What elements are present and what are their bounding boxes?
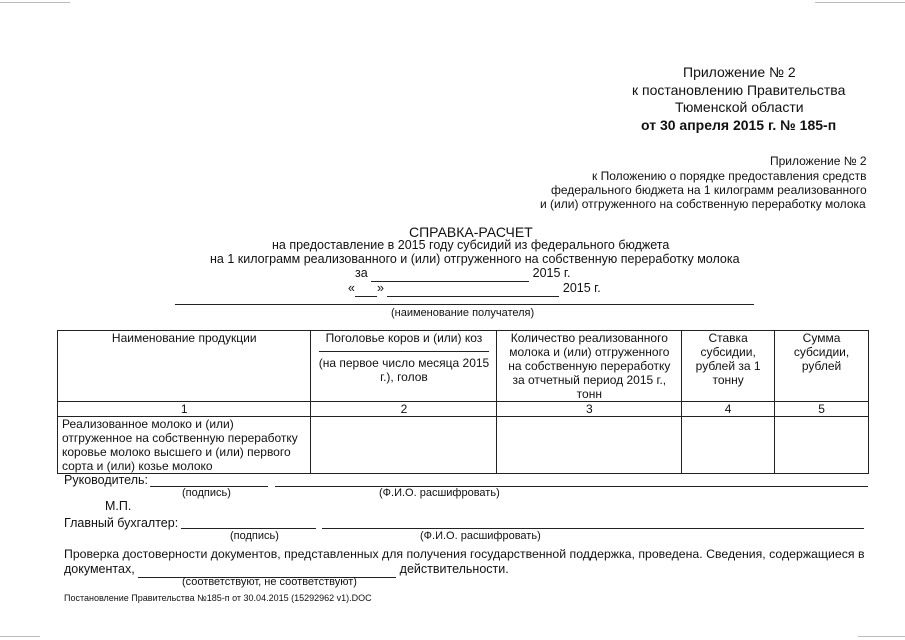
verification-caption: (соответствуют, не соответствуют) xyxy=(182,576,357,588)
appendix-main-line4: от 30 апреля 2015 г. № 185-п xyxy=(641,117,837,133)
title-subline-1: на предоставление в 2015 году субсидий из федерального бюджета xyxy=(272,238,670,252)
appendix-main-line2: к постановлению Правительства xyxy=(632,82,846,98)
header-livestock-bottom: (на первое число месяца 2015 г.), голов xyxy=(318,356,490,384)
date-quote-open: « xyxy=(348,281,355,295)
period-line xyxy=(355,266,570,282)
date-day-field[interactable] xyxy=(355,281,377,297)
column-number: 3 xyxy=(497,402,682,417)
scan-edge-top-left xyxy=(0,2,70,3)
row-product-name: Реализованное молоко и (или) отгруженное на собственную переработку коровье молоко высшего и (или) первого сорта и (или) козье молоко xyxy=(58,417,311,474)
date-quote-close: » xyxy=(376,281,384,295)
period-field[interactable] xyxy=(371,266,529,282)
header-quantity: Количество реализованного молока и (или) отгруженного на собственную переработку за отчетный период 2015 г., тонн xyxy=(497,331,682,402)
accountant-label: Главный бухгалтер: xyxy=(64,516,179,530)
cell-amount[interactable] xyxy=(775,417,869,474)
title-subline-2: на 1 килограмм реализованного и (или) отгруженного на собственную переработку молока xyxy=(210,252,740,266)
recipient-name-line[interactable] xyxy=(175,304,754,305)
appendix-sub-line2: к Положению о порядке предоставления средств xyxy=(592,169,867,183)
appendix-main-line1: Приложение № 2 xyxy=(683,64,796,80)
date-month-field[interactable] xyxy=(387,281,559,297)
header-livestock-top: Поголовье коров и (или) коз xyxy=(325,331,483,345)
cell-rate[interactable] xyxy=(682,417,775,474)
appendix-main-line3: Тюменской области xyxy=(675,99,804,115)
appendix-sub-line3: федерального бюджета на 1 килограмм реализованного xyxy=(551,183,867,197)
scan-edge-top-right xyxy=(815,2,905,3)
column-number: 2 xyxy=(311,402,497,417)
cell-quantity[interactable] xyxy=(497,417,682,474)
column-number: 4 xyxy=(682,402,775,417)
header-livestock xyxy=(311,331,497,402)
period-prefix: за xyxy=(355,266,368,280)
head-name-caption: (Ф.И.О. расшифровать) xyxy=(379,487,500,499)
appendix-sub-line1: Приложение № 2 xyxy=(770,154,867,168)
footer-document-ref: Постановление Правительства №185-п от 30.04.2015 (15292962 v1).DOC xyxy=(64,593,372,603)
verification-prefix: документах, xyxy=(64,562,135,576)
stamp-placeholder: М.П. xyxy=(105,499,132,513)
accountant-signature-line[interactable] xyxy=(181,528,316,529)
verification-line-1: Проверка достоверности документов, представленных для получения государственной поддержка, проведена. Сведения, содержащиеся в xyxy=(64,547,865,561)
cell-livestock[interactable] xyxy=(311,417,497,474)
scan-edge-bottom-left xyxy=(0,636,40,637)
verification-suffix: действительности. xyxy=(399,562,509,576)
column-number: 1 xyxy=(58,402,311,417)
table-number-row xyxy=(58,402,869,417)
table-row xyxy=(58,417,869,474)
header-product-label: Наименование продукции xyxy=(111,331,257,345)
document-title: СПРАВКА-РАСЧЕТ xyxy=(409,224,533,240)
date-line xyxy=(348,281,601,297)
header-livestock-divider xyxy=(319,351,489,352)
appendix-sub-line4: и (или) отгруженного на собственную переработку молока xyxy=(540,197,866,211)
accountant-signature-caption: (подпись) xyxy=(230,530,279,542)
accountant-name-caption: (Ф.И.О. расшифровать) xyxy=(420,530,541,542)
accountant-name-line[interactable] xyxy=(322,528,864,529)
head-name-line[interactable] xyxy=(275,486,868,487)
subsidy-table xyxy=(57,330,869,474)
date-suffix: 2015 г. xyxy=(562,281,601,295)
scan-edge-bottom-right xyxy=(858,636,905,637)
head-label: Руководитель: xyxy=(64,473,149,487)
header-amount: Сумма субсидии, рублей xyxy=(775,331,869,402)
column-number: 5 xyxy=(775,402,869,417)
table-header-row xyxy=(58,331,869,402)
recipient-caption: (наименование получателя) xyxy=(391,307,535,319)
period-suffix: 2015 г. xyxy=(532,266,571,280)
header-product xyxy=(58,331,311,402)
header-rate: Ставка субсидии, рублей за 1 тонну xyxy=(682,331,775,402)
head-signature-caption: (подпись) xyxy=(182,487,231,499)
